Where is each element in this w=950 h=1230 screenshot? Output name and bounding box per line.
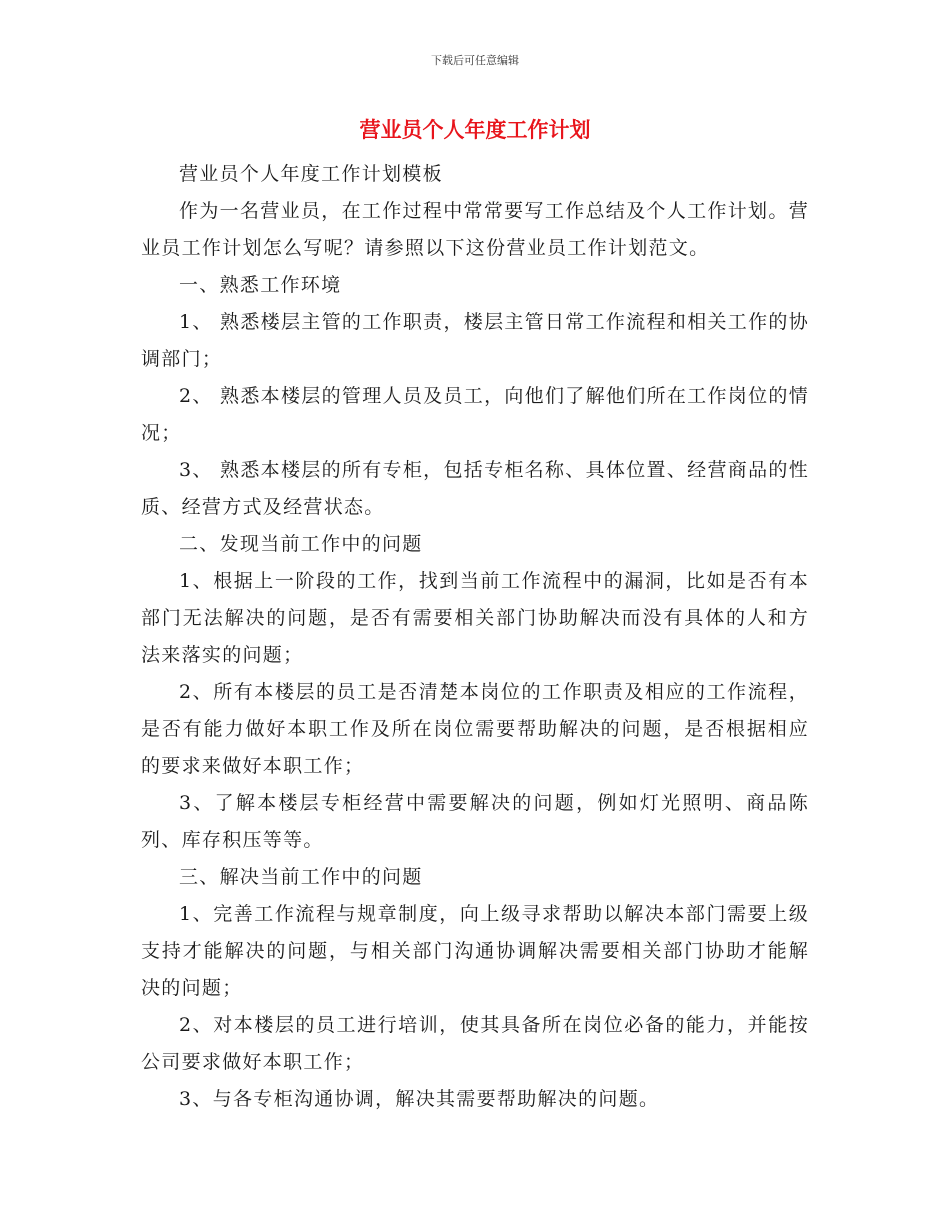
paragraph: 1、 熟悉楼层主管的工作职责，楼层主管日常工作流程和相关工作的协调部门； — [141, 311, 809, 370]
paragraph: 2、所有本楼层的员工是否清楚本岗位的工作职责及相应的工作流程，是否有能力做好本职工作及所在岗位需要帮助解决的问题，是否根据相应的要求来做好本职工作； — [141, 681, 809, 777]
section-heading: 三、解决当前工作中的问题 — [179, 866, 423, 888]
section-heading: 一、熟悉工作环境 — [179, 274, 342, 296]
paragraph: 2、对本楼层的员工进行培训，使其具备所在岗位必备的能力，并能按公司要求做好本职工作； — [141, 1014, 809, 1073]
document-title: 营业员个人年度工作计划 — [359, 117, 591, 142]
paragraph: 作为一名营业员，在工作过程中常常要写工作总结及个人工作计划。营业员工作计划怎么写呢？请参照以下这份营业员工作计划范文。 — [141, 200, 809, 259]
paragraph: 营业员个人年度工作计划模板 — [179, 163, 443, 185]
section-heading: 二、发现当前工作中的问题 — [179, 533, 423, 555]
paragraph: 3、了解本楼层专柜经营中需要解决的问题，例如灯光照明、商品陈列、库存积压等等。 — [141, 792, 809, 851]
header-note: 下载后可任意编辑 — [431, 54, 519, 67]
paragraph: 3、 熟悉本楼层的所有专柜，包括专柜名称、具体位置、经营商品的性质、经营方式及经营状态。 — [141, 459, 809, 518]
paragraph: 1、根据上一阶段的工作，找到当前工作流程中的漏洞，比如是否有本部门无法解决的问题，是否有需要相关部门协助解决而没有具体的人和方法来落实的问题； — [141, 570, 809, 666]
paragraph: 3、与各专柜沟通协调，解决其需要帮助解决的问题。 — [179, 1088, 660, 1110]
paragraph: 1、完善工作流程与规章制度，向上级寻求帮助以解决本部门需要上级支持才能解决的问题，与相关部门沟通协调解决需要相关部门协助才能解决的问题； — [141, 903, 809, 999]
document-body — [141, 156, 809, 1118]
paragraph: 2、 熟悉本楼层的管理人员及员工，向他们了解他们所在工作岗位的情况； — [141, 385, 809, 444]
